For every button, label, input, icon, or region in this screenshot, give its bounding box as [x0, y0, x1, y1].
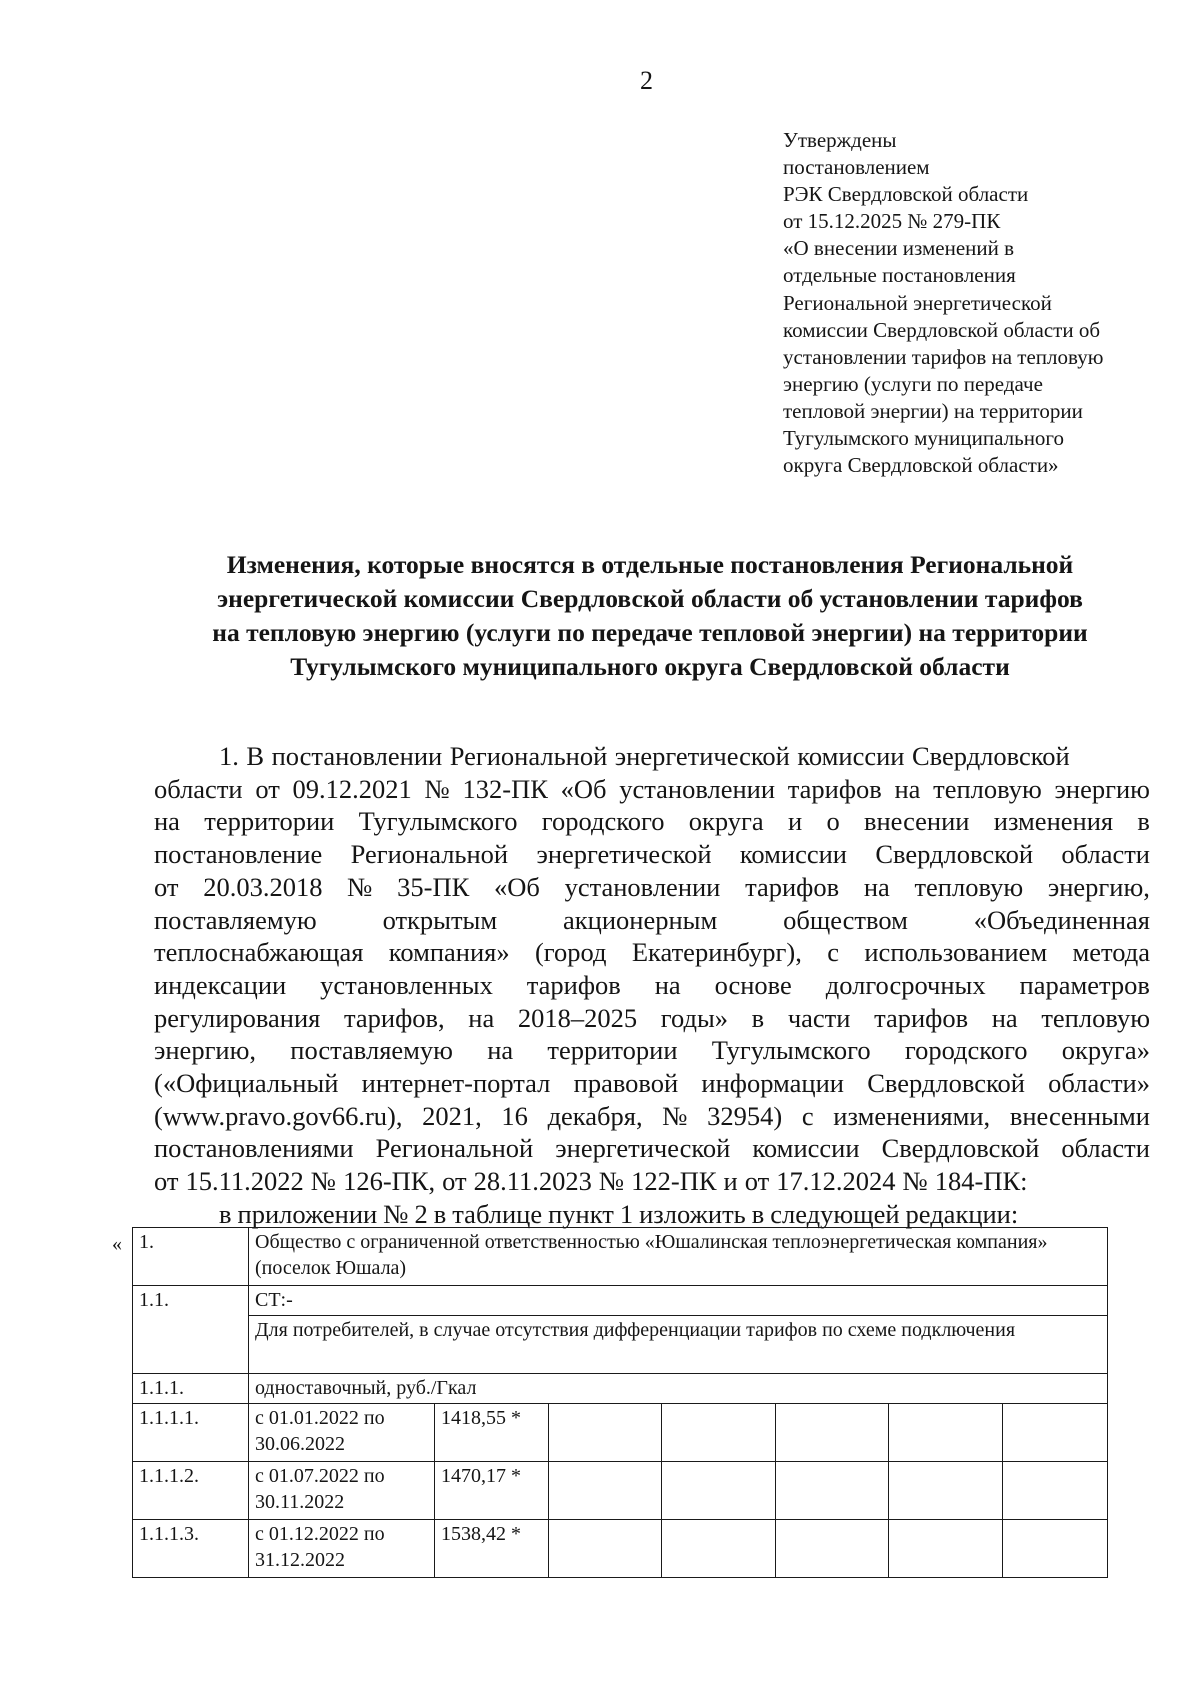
- table-row: [133, 1520, 1108, 1578]
- word: тарифов: [787, 773, 882, 804]
- approval-line: округа Свердловской области»: [783, 453, 1059, 478]
- word: 2018–2025: [517, 1002, 638, 1033]
- word: энергетической: [536, 839, 712, 870]
- word: таблице: [452, 1198, 543, 1229]
- word: территории: [547, 1035, 678, 1066]
- word: 16: [501, 1100, 528, 1131]
- word: 35-ПК: [397, 871, 470, 902]
- tariff-value: 1538,42 *: [435, 1520, 549, 1578]
- word: информации: [701, 1068, 844, 1099]
- word: поставляемую: [290, 1035, 453, 1066]
- word: тарифов: [745, 871, 840, 902]
- body-line: [154, 871, 1150, 904]
- word: параметров: [1019, 969, 1150, 1000]
- opening-quote: «: [112, 1233, 122, 1255]
- word: Тугулымского: [711, 1035, 871, 1066]
- word: установленных: [320, 969, 493, 1000]
- word: приложении: [237, 1198, 378, 1229]
- page-number: 2: [640, 66, 653, 95]
- period: с 01.01.2022 по 30.06.2022: [249, 1404, 435, 1462]
- word: тарифов,: [344, 1002, 445, 1033]
- body-line: [154, 740, 1150, 773]
- empty-cell: [889, 1462, 1003, 1520]
- word: на: [863, 871, 890, 902]
- word: изменениями,: [833, 1100, 991, 1131]
- word: тарифов: [874, 1002, 969, 1033]
- consumer-group: Для потребителей, в случае отсутствия дифференциации тарифов по схеме подключения: [249, 1316, 1108, 1374]
- approval-line: Утверждены: [783, 128, 897, 152]
- tariff-type: одноставочный, руб./Гкал: [249, 1374, 1108, 1404]
- word: части: [787, 1002, 851, 1033]
- word: 1.: [219, 741, 239, 771]
- word: на: [991, 1002, 1018, 1033]
- word: в: [751, 1198, 765, 1229]
- word: 184-ПК:: [934, 1166, 1028, 1197]
- word: №: [662, 1100, 688, 1131]
- word: №: [383, 1198, 409, 1229]
- word: энергию: [1054, 773, 1150, 804]
- word: 32954): [707, 1100, 783, 1131]
- word: энергию,: [1047, 871, 1150, 902]
- word: на: [468, 1002, 495, 1033]
- word: установлении: [564, 871, 721, 902]
- word: постановлениями: [154, 1133, 354, 1164]
- approval-line: отдельные постановления: [783, 263, 1016, 288]
- word: Региональной: [350, 839, 509, 870]
- empty-cell: [662, 1404, 776, 1462]
- word: области: [1061, 1133, 1150, 1164]
- table-row: [133, 1404, 1108, 1462]
- empty-cell: [776, 1462, 889, 1520]
- word: основе: [714, 969, 792, 1000]
- word: 2021,: [422, 1100, 482, 1131]
- empty-cell: [776, 1404, 889, 1462]
- word: от: [442, 1166, 467, 1197]
- approval-line: Тугулымского муниципального: [783, 426, 1065, 451]
- approval-line: энергию (услуги по передаче: [783, 371, 1043, 396]
- word: метода: [1072, 937, 1150, 968]
- tariff-table: [132, 1227, 1108, 1578]
- word: №: [310, 1166, 337, 1197]
- row-number: 1.1.1.3.: [133, 1520, 249, 1578]
- word: комиссии: [739, 839, 847, 870]
- word: 2: [414, 1198, 428, 1229]
- word: В: [246, 741, 265, 771]
- word: №: [902, 1166, 928, 1197]
- body-line: [154, 936, 1150, 969]
- table-row: [133, 1462, 1108, 1520]
- word: и: [787, 806, 803, 837]
- empty-cell: [549, 1520, 662, 1578]
- word: округа: [688, 806, 764, 837]
- word: Региональной: [449, 741, 608, 771]
- tariff-value: 1470,17 *: [435, 1462, 549, 1520]
- word: 17.12.2024: [776, 1166, 896, 1197]
- word: городского: [541, 806, 665, 837]
- word: в: [433, 1198, 447, 1229]
- body-line: [154, 805, 1150, 838]
- word: «Объединенная: [973, 904, 1150, 935]
- word: пункт: [548, 1198, 614, 1229]
- row-number: 1.1.1.2.: [133, 1462, 249, 1520]
- period: с 01.12.2022 по 31.12.2022: [249, 1520, 435, 1578]
- word: (www.pravo.gov66.ru),: [154, 1100, 403, 1131]
- word: постановлении: [271, 741, 443, 771]
- word: энергетической: [614, 741, 790, 771]
- word: Свердловской: [881, 1133, 1040, 1164]
- approval-line: тепловой энергии) на территории: [783, 398, 1083, 423]
- word: «Об: [493, 871, 540, 902]
- word: установлении: [619, 773, 776, 804]
- organization-name: Общество с ограниченной ответственностью «Юшалинская теплоэнергетическая компания» (поселок Юшала): [249, 1228, 1108, 1286]
- body-line: [154, 1132, 1150, 1165]
- word: тепловую: [914, 871, 1024, 902]
- empty-cell: [662, 1520, 776, 1578]
- word: энергию,: [154, 1035, 257, 1066]
- word: на: [654, 969, 681, 1000]
- empty-cell: [776, 1520, 889, 1578]
- word: использованием: [864, 937, 1048, 968]
- body-line: [154, 773, 1150, 806]
- title-line: Тугулымского муниципального округа Свердловской области: [290, 652, 1010, 681]
- word: акционерным: [563, 904, 718, 935]
- body-line: [154, 969, 1150, 1002]
- word: в: [1137, 806, 1150, 837]
- word: Тугулымского: [358, 806, 518, 837]
- word: редакции:: [905, 1198, 1019, 1229]
- word: о: [826, 806, 840, 837]
- body-paragraph: [154, 740, 1150, 1231]
- row-number: 1.1.1.: [133, 1374, 249, 1404]
- word: области: [154, 773, 243, 804]
- table-row: [133, 1374, 1108, 1404]
- body-line: [154, 1067, 1150, 1100]
- word: №: [598, 1166, 625, 1197]
- word: постановление: [154, 839, 323, 870]
- word: долгосрочных: [825, 969, 986, 1000]
- word: изменения: [993, 806, 1114, 837]
- system-label: СТ:-: [249, 1286, 1108, 1316]
- word: №: [347, 871, 373, 902]
- word: 09.12.2021: [292, 773, 412, 804]
- body-line: [154, 1002, 1150, 1035]
- word: декабря,: [547, 1100, 643, 1131]
- approval-line: Региональной энергетической: [783, 290, 1052, 315]
- empty-cell: [1003, 1520, 1108, 1578]
- body-line: [154, 838, 1150, 871]
- document-title: [120, 548, 1180, 684]
- word: 28.11.2023: [473, 1166, 592, 1197]
- table-row: [133, 1286, 1108, 1316]
- title-line: на тепловую энергию (услуги по передаче тепловой энергии) на территории: [212, 618, 1088, 647]
- word: комиссии: [797, 741, 905, 771]
- word: на: [154, 806, 180, 837]
- word: правовой: [573, 1068, 679, 1099]
- word: компания»: [388, 937, 510, 968]
- word: от: [154, 1166, 179, 1197]
- approval-line: комиссии Свердловской области об: [783, 317, 1101, 342]
- word: теплоснабжающая: [154, 937, 364, 968]
- word: годы»: [660, 1002, 729, 1033]
- approval-line: установлении тарифов на тепловую: [783, 344, 1104, 369]
- word: тепловую: [933, 773, 1042, 804]
- word: Свердловской: [912, 741, 1070, 771]
- empty-cell: [549, 1462, 662, 1520]
- word: 122-ПК: [631, 1166, 717, 1197]
- word: округа»: [1061, 1035, 1150, 1066]
- empty-cell: [1003, 1462, 1108, 1520]
- row-number: 1.1.: [133, 1286, 249, 1374]
- row-number: 1.: [133, 1228, 249, 1286]
- word: Свердловской: [867, 1068, 1025, 1099]
- word: Екатеринбург),: [631, 937, 802, 968]
- word: тарифов: [526, 969, 621, 1000]
- word: энергетической: [555, 1133, 731, 1164]
- word: поставляемую: [154, 904, 317, 935]
- title-line: Изменения, которые вносятся в отдельные постановления Региональной: [226, 550, 1074, 579]
- body-line: [154, 1165, 1150, 1198]
- word: на: [487, 1035, 514, 1066]
- empty-cell: [549, 1404, 662, 1462]
- title-line: энергетической комиссии Свердловской области об установлении тарифов: [217, 584, 1083, 613]
- word: от: [744, 1166, 770, 1197]
- word: индексации: [154, 969, 287, 1000]
- word: внесении: [863, 806, 970, 837]
- row-number: 1.1.1.1.: [133, 1404, 249, 1462]
- word: в: [751, 1002, 765, 1033]
- word: 132-ПК: [462, 773, 548, 804]
- word: №: [424, 773, 450, 804]
- approval-line: «О внесении изменений в: [783, 236, 1015, 261]
- approval-line: РЭК Свердловской области: [783, 182, 1029, 207]
- word: 20.03.2018: [203, 871, 323, 902]
- empty-cell: [889, 1520, 1003, 1578]
- word: и: [723, 1166, 738, 1197]
- word: от: [154, 871, 179, 902]
- word: изложить: [639, 1198, 746, 1229]
- body-line: [154, 1198, 1150, 1231]
- word: 1: [619, 1198, 634, 1229]
- word: области: [1061, 839, 1150, 870]
- word: (город: [534, 937, 607, 968]
- word: с: [801, 1100, 814, 1131]
- table-row: [133, 1316, 1108, 1374]
- table-row: [133, 1228, 1108, 1286]
- body-line: [154, 1034, 1150, 1067]
- approval-line: постановлением: [783, 155, 930, 180]
- word: территории: [204, 806, 335, 837]
- word: внесенными: [1009, 1100, 1150, 1131]
- word: области»: [1048, 1068, 1150, 1099]
- word: интернет-портал: [361, 1068, 551, 1099]
- word: на: [894, 773, 921, 804]
- word: комиссии: [752, 1133, 860, 1164]
- word: тепловую: [1041, 1002, 1150, 1033]
- word: открытым: [382, 904, 498, 935]
- period: с 01.07.2022 по 30.11.2022: [249, 1462, 435, 1520]
- empty-cell: [889, 1404, 1003, 1462]
- tariff-value: 1418,55 *: [435, 1404, 549, 1462]
- word: в: [219, 1198, 232, 1229]
- empty-cell: [662, 1462, 776, 1520]
- word: от: [255, 773, 280, 804]
- word: обществом: [783, 904, 908, 935]
- body-line: [154, 1100, 1150, 1133]
- word: Свердловской: [875, 839, 1034, 870]
- approval-block: [783, 127, 1183, 479]
- word: «Об: [560, 773, 607, 804]
- word: 15.11.2022: [185, 1166, 304, 1197]
- word: Региональной: [375, 1133, 534, 1164]
- word: («Официальный: [154, 1068, 339, 1099]
- approval-line: от 15.12.2025 № 279-ПК: [783, 209, 1001, 234]
- word: регулирования: [154, 1002, 321, 1033]
- empty-cell: [1003, 1404, 1108, 1462]
- word: 126-ПК,: [343, 1166, 436, 1197]
- word: городского: [904, 1035, 1028, 1066]
- body-line: [154, 904, 1150, 937]
- word: следующей: [770, 1198, 900, 1229]
- word: с: [827, 937, 839, 968]
